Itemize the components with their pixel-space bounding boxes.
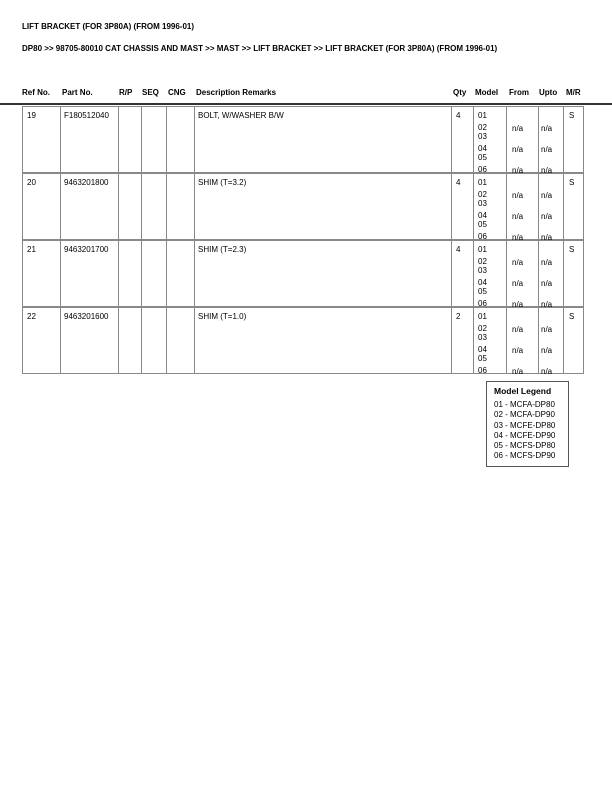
model-code: 04 xyxy=(478,143,487,153)
model-code: 01 xyxy=(478,178,487,187)
cell-from: n/a xyxy=(512,165,524,175)
column-divider xyxy=(538,241,539,306)
model-code: 03 xyxy=(478,132,487,141)
cell-from: n/a xyxy=(512,324,524,334)
column-divider xyxy=(473,241,474,306)
model-code: 05 xyxy=(478,354,487,363)
column-divider xyxy=(473,174,474,239)
column-divider xyxy=(506,107,507,172)
column-divider xyxy=(473,308,474,373)
legend-item: 04 - MCFE-DP90 xyxy=(494,430,556,440)
column-divider xyxy=(118,174,119,239)
cell-desc: SHIM (T=1.0) xyxy=(198,312,247,321)
cell-part: 9463201800 xyxy=(64,178,109,187)
table-row xyxy=(22,240,584,307)
header-part: Part No. xyxy=(62,88,93,97)
model-code: 01 xyxy=(478,111,487,120)
cell-desc: SHIM (T=3.2) xyxy=(198,178,247,187)
model-code: 04 xyxy=(478,210,487,220)
header-mr: M/R xyxy=(566,88,581,97)
model-code: 04 xyxy=(478,344,487,354)
cell-ref: 19 xyxy=(27,111,36,120)
column-divider xyxy=(60,308,61,373)
column-divider xyxy=(118,308,119,373)
column-divider xyxy=(538,308,539,373)
model-code: 02 xyxy=(478,256,487,266)
cell-upto: n/a xyxy=(541,324,553,334)
cell-from: n/a xyxy=(512,144,524,154)
legend-item: 02 - MCFA-DP90 xyxy=(494,410,555,420)
cell-ref: 22 xyxy=(27,312,36,321)
column-divider xyxy=(194,107,195,172)
model-code: 03 xyxy=(478,266,487,275)
model-code: 02 xyxy=(478,189,487,199)
cell-desc: SHIM (T=2.3) xyxy=(198,245,247,254)
column-divider xyxy=(538,107,539,172)
cell-from: n/a xyxy=(512,299,524,309)
cell-mr: S xyxy=(569,312,575,321)
cell-qty: 4 xyxy=(456,111,461,120)
column-divider xyxy=(506,174,507,239)
column-divider xyxy=(60,174,61,239)
cell-mr: S xyxy=(569,245,575,254)
column-divider xyxy=(60,241,61,306)
page-title: LIFT BRACKET (FOR 3P80A) (FROM 1996-01) xyxy=(22,22,195,31)
model-code: 01 xyxy=(478,245,487,254)
model-code: 04 xyxy=(478,277,487,287)
column-divider xyxy=(166,308,167,373)
model-code: 06 xyxy=(478,231,487,241)
model-code: 06 xyxy=(478,365,487,375)
cell-upto: n/a xyxy=(541,345,553,355)
cell-upto: n/a xyxy=(541,123,553,133)
model-code: 05 xyxy=(478,153,487,162)
cell-qty: 2 xyxy=(456,312,461,321)
model-code: 05 xyxy=(478,220,487,229)
model-code: 06 xyxy=(478,298,487,308)
cell-upto: n/a xyxy=(541,144,553,154)
model-code: 06 xyxy=(478,164,487,174)
column-divider xyxy=(563,308,564,373)
header-ref: Ref No. xyxy=(22,88,50,97)
cell-from: n/a xyxy=(512,257,524,267)
legend-item: 06 - MCFS-DP90 xyxy=(494,451,556,461)
cell-from: n/a xyxy=(512,123,524,133)
table-row xyxy=(22,106,584,173)
column-divider xyxy=(563,174,564,239)
cell-from: n/a xyxy=(512,232,524,242)
header-cng: CNG xyxy=(168,88,186,97)
column-divider xyxy=(194,241,195,306)
model-code: 03 xyxy=(478,333,487,342)
cell-from: n/a xyxy=(512,345,524,355)
header-seq: SEQ xyxy=(142,88,159,97)
cell-from: n/a xyxy=(512,190,524,200)
cell-desc: BOLT, W/WASHER B/W xyxy=(198,111,284,120)
cell-mr: S xyxy=(569,178,575,187)
model-code: 02 xyxy=(478,323,487,333)
cell-part: F180512040 xyxy=(64,111,109,120)
column-divider xyxy=(473,107,474,172)
model-code: 05 xyxy=(478,287,487,296)
header-upto: Upto xyxy=(539,88,558,97)
cell-upto: n/a xyxy=(541,232,553,242)
column-divider xyxy=(60,107,61,172)
column-divider xyxy=(538,174,539,239)
cell-from: n/a xyxy=(512,211,524,221)
model-code: 02 xyxy=(478,122,487,132)
legend-item: 03 - MCFE-DP80 xyxy=(494,420,556,430)
column-divider xyxy=(166,241,167,306)
cell-part: 9463201700 xyxy=(64,245,109,254)
cell-upto: n/a xyxy=(541,190,553,200)
column-divider xyxy=(141,107,142,172)
header-rp: R/P xyxy=(119,88,133,97)
header-desc: Description Remarks xyxy=(196,88,277,97)
cell-mr: S xyxy=(569,111,575,120)
column-divider xyxy=(451,308,452,373)
column-divider xyxy=(118,241,119,306)
column-divider xyxy=(563,107,564,172)
column-divider xyxy=(118,107,119,172)
column-divider xyxy=(141,241,142,306)
cell-ref: 20 xyxy=(27,178,36,187)
cell-qty: 4 xyxy=(456,178,461,187)
legend-title: Model Legend xyxy=(494,386,552,396)
cell-upto: n/a xyxy=(541,299,553,309)
header-qty: Qty xyxy=(453,88,467,97)
cell-upto: n/a xyxy=(541,257,553,267)
column-divider xyxy=(451,241,452,306)
column-divider xyxy=(141,174,142,239)
column-divider xyxy=(194,174,195,239)
cell-upto: n/a xyxy=(541,211,553,221)
model-code: 03 xyxy=(478,199,487,208)
column-divider xyxy=(506,241,507,306)
legend-item: 01 - MCFA-DP80 xyxy=(494,400,555,409)
cell-qty: 4 xyxy=(456,245,461,254)
cell-upto: n/a xyxy=(541,278,553,288)
cell-from: n/a xyxy=(512,278,524,288)
table-row xyxy=(22,173,584,240)
column-divider xyxy=(194,308,195,373)
table-row xyxy=(22,307,584,374)
model-legend xyxy=(486,381,569,467)
column-divider xyxy=(563,241,564,306)
header-divider xyxy=(0,103,612,105)
legend-item: 05 - MCFS-DP80 xyxy=(494,441,556,451)
cell-ref: 21 xyxy=(27,245,36,254)
header-from: From xyxy=(509,88,529,97)
column-divider xyxy=(166,107,167,172)
header-model: Model xyxy=(475,88,499,97)
column-divider xyxy=(451,107,452,172)
column-divider xyxy=(451,174,452,239)
cell-upto: n/a xyxy=(541,366,553,376)
cell-from: n/a xyxy=(512,366,524,376)
cell-upto: n/a xyxy=(541,165,553,175)
column-divider xyxy=(166,174,167,239)
column-divider xyxy=(141,308,142,373)
column-divider xyxy=(506,308,507,373)
model-code: 01 xyxy=(478,312,487,321)
breadcrumb: DP80 >> 98705-80010 CAT CHASSIS AND MAST >> MAST >> LIFT BRACKET >> LIFT BRACKET (FOR 3P80A) (FROM 1996-01) xyxy=(22,44,498,53)
cell-part: 9463201600 xyxy=(64,312,109,321)
